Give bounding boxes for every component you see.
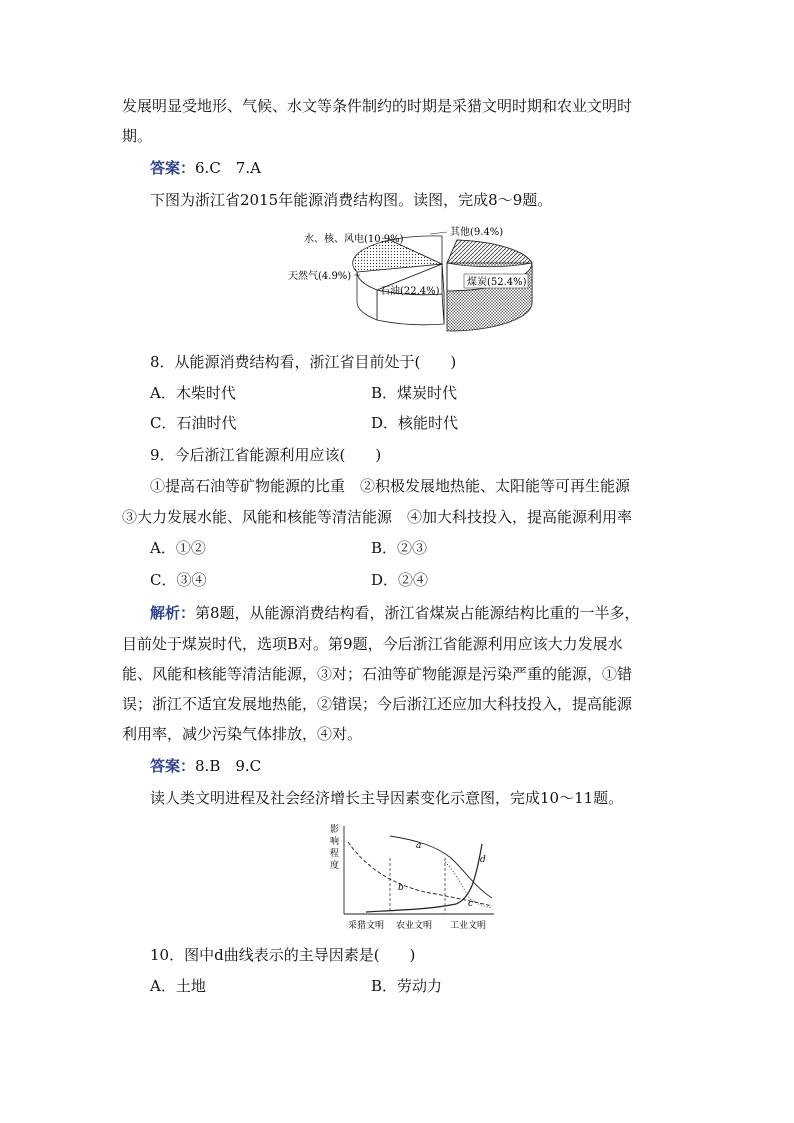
curve-d [366,844,482,912]
q8-option-d: D．核能时代 [371,414,459,432]
curve-a [390,836,492,898]
category-hunting: 采猎文明 [348,921,385,931]
y-label-char-1: 影 [330,825,340,835]
curve-b [348,842,492,906]
q8-9-intro: 下图为浙江省2015年能源消费结构图。读图，完成8～9题。 [150,191,553,209]
y-label-char-3: 程 [330,849,340,859]
pie-label-hydro: 水、核、风电(10.9%) [304,234,404,245]
curve-label-a: a [416,841,422,851]
q8-option-b: B．煤炭时代 [371,384,458,402]
q9-item-line-2: ③大力发展水能、风能和核能等清洁能源 ④加大科技投入，提高能源利用率 [122,508,633,526]
pie-label-oil: 石油(22.4%) [380,286,440,297]
analysis-line-2: 目前处于煤炭时代，选项B对。第9题，今后浙江省能源利用应该大力发展水 [122,635,623,653]
q9-option-a: A．①② [150,539,206,557]
intro-line-2: 期。 [122,127,153,145]
q9-item-line-1: ①提高石油等矿物能源的比重 ②积极发展地热能、太阳能等可再生能源 [150,477,631,495]
pie-label-other: 其他(9.4%) [450,227,504,238]
q10-option-b: B．劳动力 [371,977,443,995]
analysis-line-5: 利用率，减少污染气体排放，④对。 [122,725,363,743]
pie-label-gas: 天然气(4.9%) [288,271,352,282]
q8-stem: 8．从能源消费结构看，浙江省目前处于( ) [150,353,457,371]
answer-2 [150,756,261,776]
analysis-label: 解析： [150,604,196,622]
q9-option-b: B．②③ [371,539,428,557]
curve-label-c: c [468,899,474,909]
category-agriculture: 农业文明 [396,921,433,931]
intro-line-1: 发展明显受地形、气候、水文等条件制约的时期是采猎文明时期和农业文明时 [122,97,633,115]
y-label-char-4: 度 [330,861,340,871]
answer-label: 答案： [150,757,196,775]
curve-label-d: d [480,855,486,865]
analysis-line-3: 能、风能和核能等清洁能源，③对；石油等矿物能源是污染严重的能源，①错 [122,665,633,683]
q9-option-d: D．②④ [371,571,429,589]
q9-stem: 9．今后浙江省能源利用应该( ) [150,446,382,464]
analysis-line-4: 误；浙江不适宜发展地热能，②错误；今后浙江还应加大科技投入，提高能源 [122,695,633,713]
civilization-factor-chart [326,818,498,936]
analysis-text-1: 第8题，从能源消费结构看，浙江省煤炭占能源结构比重的一半多， [195,604,640,622]
answer-label: 答案： [150,159,196,177]
q8-option-c: C．石油时代 [150,414,237,432]
answer-text: 6.C 7.A [195,159,261,177]
q8-option-a: A．木柴时代 [150,384,236,402]
q9-option-c: C．③④ [150,571,207,589]
answer-text: 8.B 9.C [195,757,262,775]
q10-stem: 10．图中d曲线表示的主导因素是( ) [150,946,416,964]
analysis-line-1 [150,603,640,623]
energy-pie-chart [282,220,552,345]
curve-label-b: b [398,883,404,893]
pie-label-coal: 煤炭(52.4%) [467,277,527,288]
category-industry: 工业文明 [450,921,487,931]
q10-11-intro: 读人类文明进程及社会经济增长主导因素变化示意图，完成10～11题。 [150,789,624,807]
y-label-char-2: 响 [330,837,340,847]
q10-option-a: A．土地 [150,977,206,995]
answer-1 [150,158,261,178]
